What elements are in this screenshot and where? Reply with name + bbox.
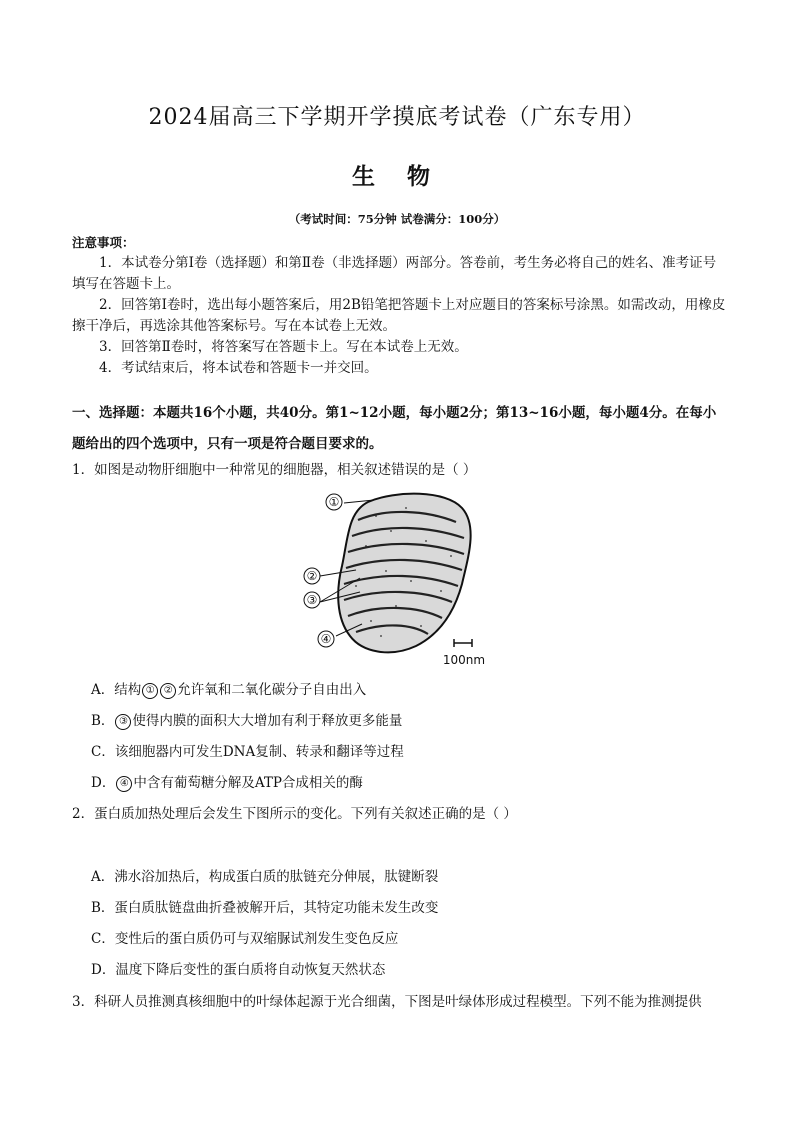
- circled-label: ③: [115, 714, 131, 730]
- question-2-stem: 2．蛋白质加热处理后会发生下图所示的变化。下列有关叙述正确的是（ ）: [72, 806, 517, 822]
- q1-option-d[interactable]: [91, 773, 731, 794]
- option-text: A．结构: [91, 682, 142, 698]
- figure-label-3: ③: [306, 593, 318, 607]
- figure-label-1: ①: [328, 495, 340, 509]
- figure-label-2: ②: [306, 569, 318, 583]
- notes-heading: 注意事项：: [72, 235, 135, 250]
- subject-title: 生 物: [351, 163, 442, 190]
- q1-option-a[interactable]: [91, 680, 731, 701]
- note-item: 3．回答第Ⅱ卷时，将答案写在答题卡上。写在本试卷上无效。: [99, 339, 468, 355]
- question-3-stem: 3．科研人员推测真核细胞中的叶绿体起源于光合细菌，下图是叶绿体形成过程模型。下列不能为推测提供: [72, 994, 702, 1010]
- mitochondrion-figure: [296, 486, 496, 674]
- notes-list: [72, 253, 728, 379]
- option-text: 中含有葡萄糖分解及ATP合成相关的酶: [133, 775, 363, 791]
- scale-label: 100nm: [442, 653, 486, 667]
- q1-option-c[interactable]: C．该细胞器内可发生DNA复制、转录和翻译等过程: [91, 744, 404, 760]
- q1-option-b[interactable]: [91, 711, 731, 732]
- q2-option-d[interactable]: D．温度下降后变性的蛋白质将自动恢复天然状态: [91, 962, 386, 978]
- figure-label-4: ④: [320, 632, 332, 646]
- option-text: 允许氧和二氧化碳分子自由出入: [177, 682, 367, 698]
- mitochondrion-outline: [338, 494, 470, 653]
- scale-bar: [454, 639, 472, 647]
- exam-title: 2024届高三下学期开学摸底考试卷（广东专用）: [148, 105, 646, 130]
- q2-option-c[interactable]: C．变性后的蛋白质仍可与双缩脲试剂发生变色反应: [91, 931, 399, 947]
- option-text: 使得内膜的面积大大增加有利于释放更多能量: [132, 713, 403, 729]
- exam-info: （考试时间：75分钟 试卷满分：100分）: [288, 212, 506, 226]
- circled-label: ①: [142, 683, 158, 699]
- q2-option-b[interactable]: B．蛋白质肽链盘曲折叠被解开后，其特定功能未发生改变: [91, 900, 439, 916]
- note-item: 2．回答第Ⅰ卷时，选出每小题答案后，用2B铅笔把答题卡上对应题目的答案标号涂黑。如需改动，用橡皮擦干净后，再选涂其他答案标号。写在本试卷上无效。: [72, 297, 726, 334]
- note-item: 1．本试卷分第Ⅰ卷（选择题）和第Ⅱ卷（非选择题）两部分。答卷前，考生务必将自己的姓名、准考证号填写在答题卡上。: [72, 255, 717, 292]
- section-heading: 一、选择题：本题共16个小题，共40分。第1~12小题，每小题2分；第13~16小题，每小题4分。在每小题给出的四个选项中，只有一项是符合题目要求的。: [72, 405, 717, 452]
- option-text: D．: [91, 775, 116, 791]
- question-1-stem: 1．如图是动物肝细胞中一种常见的细胞器，相关叙述错误的是（ ）: [72, 462, 477, 478]
- circled-label: ②: [160, 683, 176, 699]
- circled-label: ④: [116, 776, 132, 792]
- option-text: B．: [91, 713, 115, 729]
- note-item: 4．考试结束后，将本试卷和答题卡一并交回。: [99, 360, 378, 376]
- q2-option-a[interactable]: A．沸水浴加热后，构成蛋白质的肽链充分伸展，肽键断裂: [91, 869, 439, 885]
